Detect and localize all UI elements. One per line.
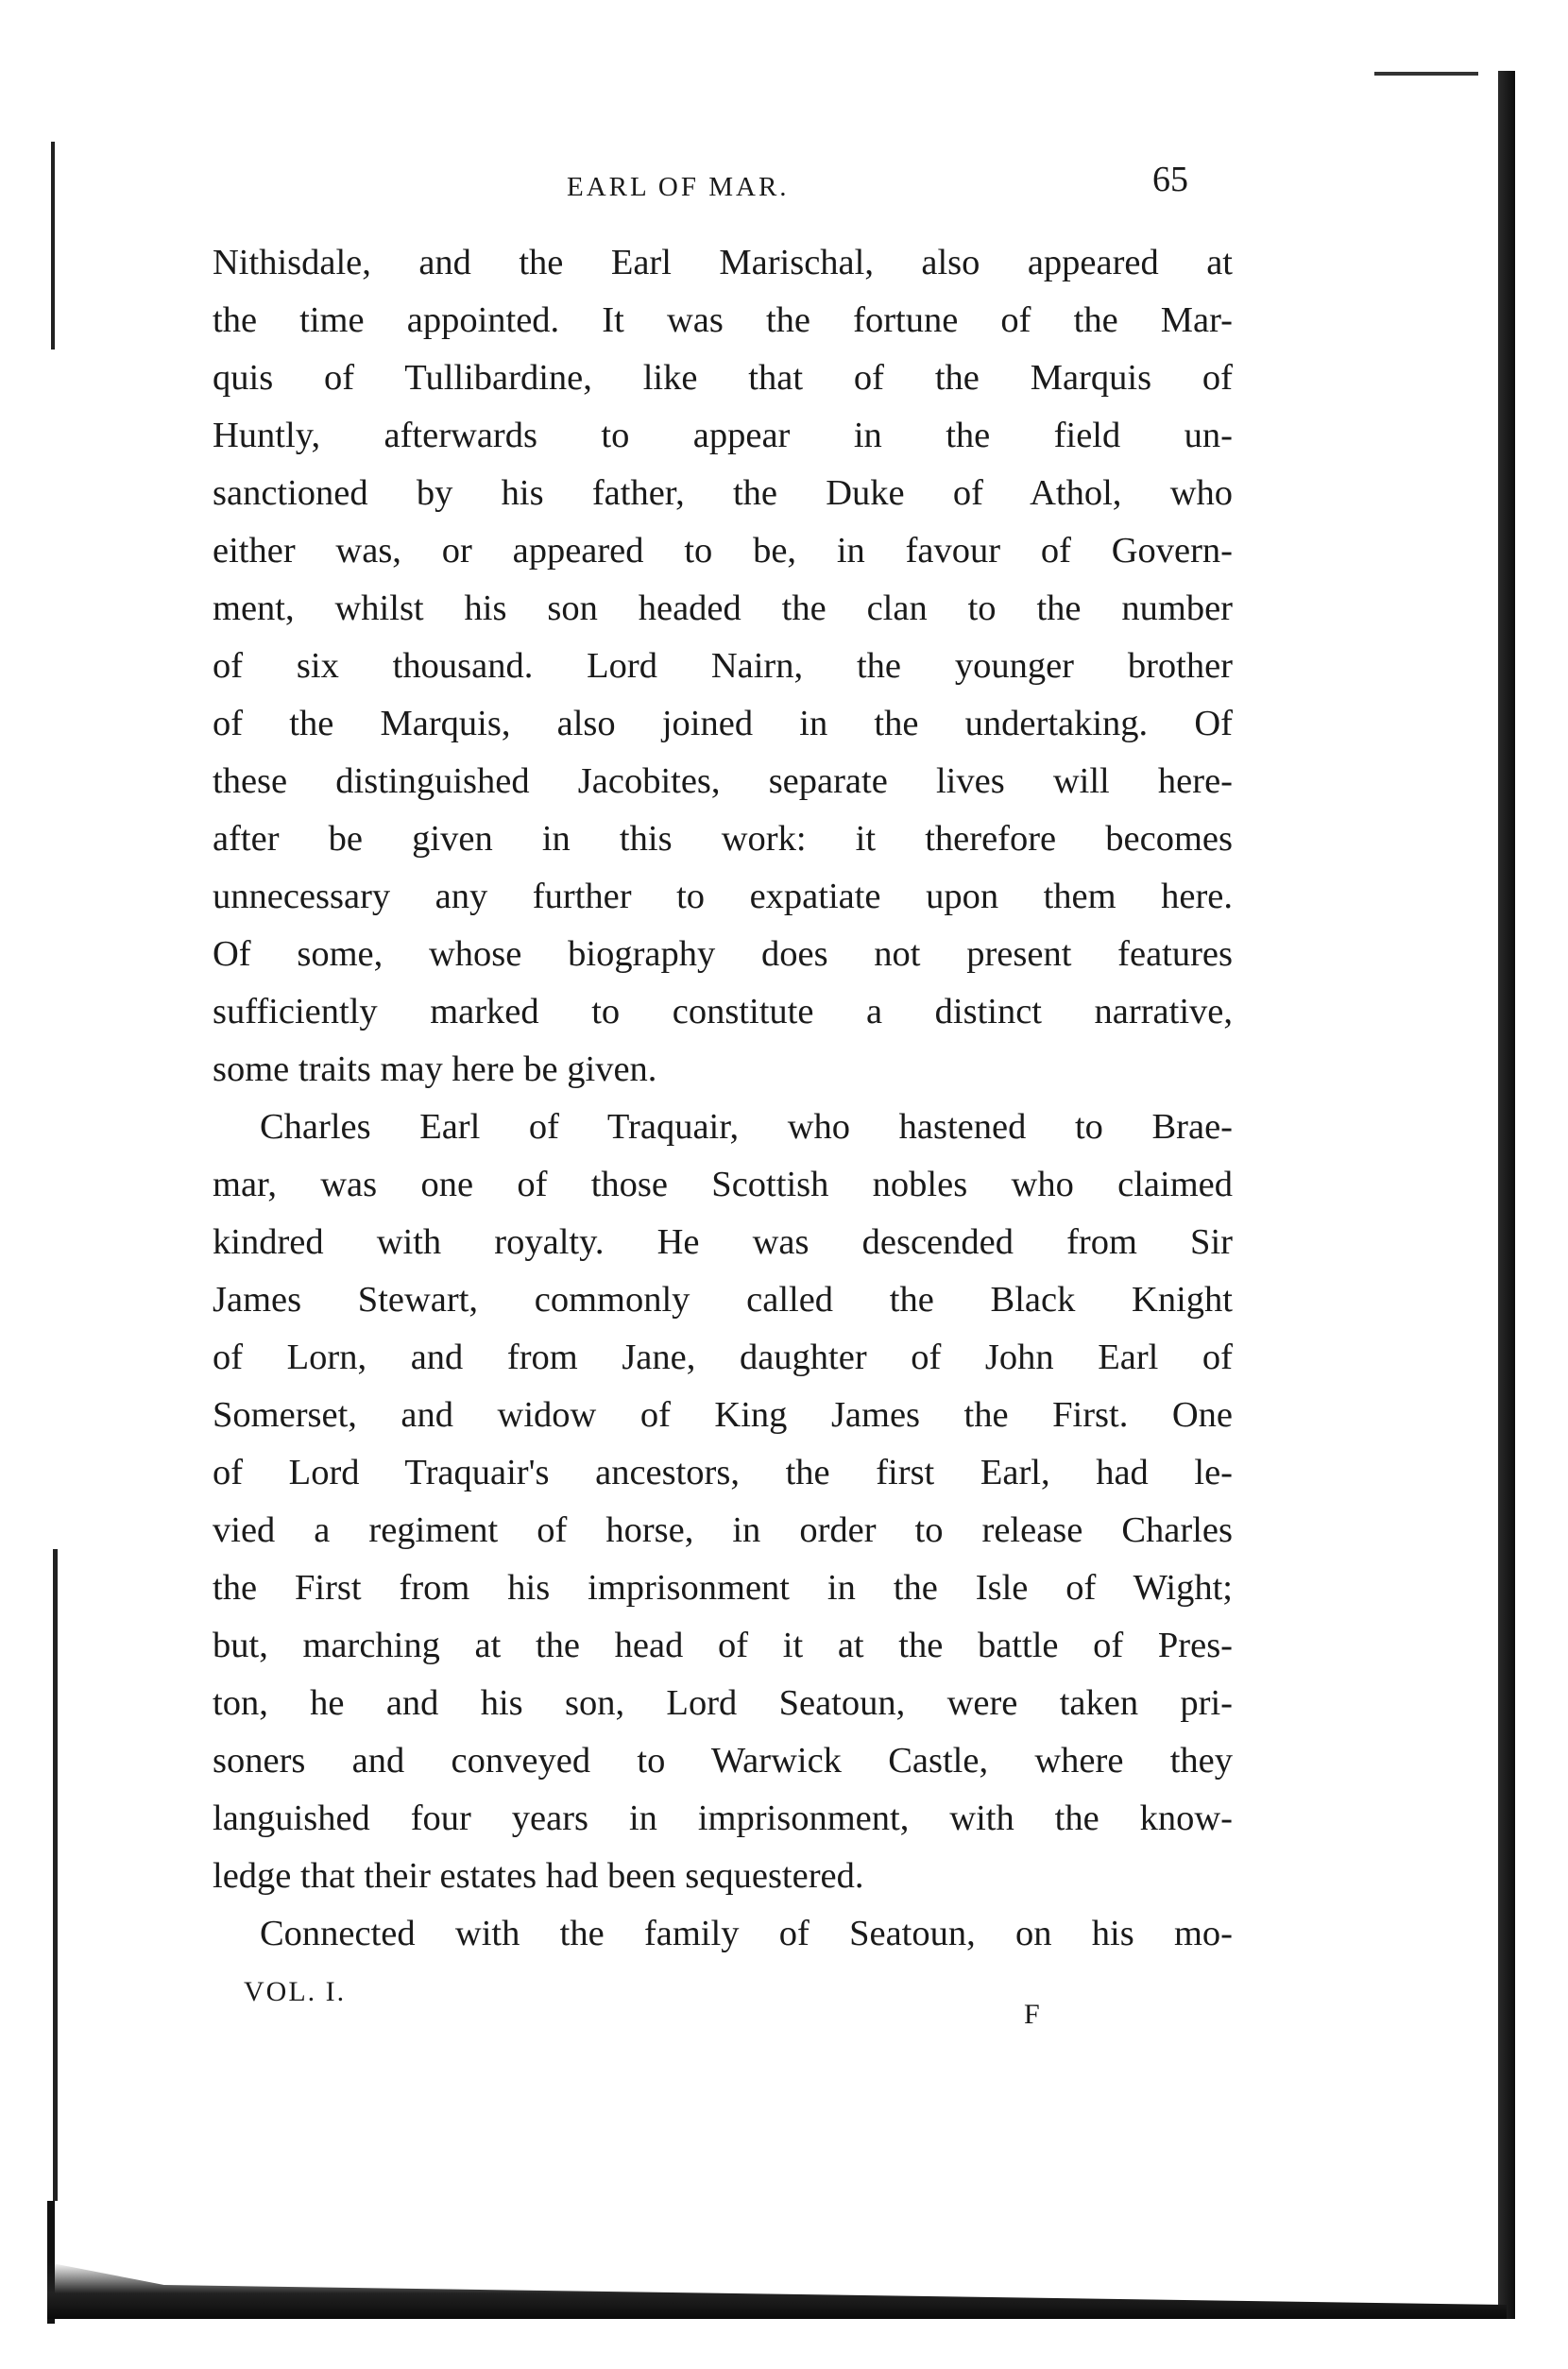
text-line: but, marching at the head of it at the battle of Pres- xyxy=(213,1626,1233,1665)
scan-left-edge-lower xyxy=(53,1549,58,2201)
scan-right-edge xyxy=(1498,71,1515,2319)
text-line: James Stewart, commonly called the Black Knight xyxy=(213,1280,1233,1320)
text-line: of Lorn, and from Jane, daughter of John Earl of xyxy=(213,1338,1233,1377)
body-text xyxy=(213,234,1233,1963)
text-line: unnecessary any further to expatiate upon them here. xyxy=(213,877,1233,916)
text-line: soners and conveyed to Warwick Castle, where they xyxy=(213,1741,1233,1781)
text-line: ment, whilst his son headed the clan to the number xyxy=(213,588,1233,628)
text-line: some traits may here be given. xyxy=(213,1049,657,1089)
text-line: Charles Earl of Traquair, who hastened to Brae- xyxy=(260,1107,1233,1147)
page-number: 65 xyxy=(1152,160,1188,199)
text-line: of six thousand. Lord Nairn, the younger brother xyxy=(213,646,1233,686)
text-line: Connected with the family of Seatoun, on his mo- xyxy=(260,1914,1233,1953)
page-header xyxy=(217,160,1237,219)
text-line: of Lord Traquair's ancestors, the first Earl, had le- xyxy=(213,1453,1233,1492)
text-line: Of some, whose biography does not present features xyxy=(213,934,1233,974)
running-head: EARL OF MAR. xyxy=(567,172,790,202)
text-line: vied a regiment of horse, in order to release Charles xyxy=(213,1510,1233,1550)
scan-bottom-shadow xyxy=(47,2262,1507,2319)
signature-letter: F xyxy=(1024,1999,1040,2030)
text-line: Somerset, and widow of King James the First. One xyxy=(213,1395,1233,1435)
text-line: languished four years in imprisonment, with the know- xyxy=(213,1798,1233,1838)
text-line: Huntly, afterwards to appear in the field un- xyxy=(213,416,1233,455)
text-line: these distinguished Jacobites, separate lives will here- xyxy=(213,761,1233,801)
text-line: the time appointed. It was the fortune of the Mar- xyxy=(213,300,1233,340)
text-line: kindred with royalty. He was descended from Sir xyxy=(213,1222,1233,1262)
text-line: mar, was one of those Scottish nobles who claimed xyxy=(213,1165,1233,1204)
text-line: the First from his imprisonment in the Isle of Wight; xyxy=(213,1568,1233,1608)
text-line: either was, or appeared to be, in favour of Govern- xyxy=(213,531,1233,571)
page-footer xyxy=(244,1976,1188,2033)
text-line: after be given in this work: it therefore becomes xyxy=(213,819,1233,859)
volume-signature: VOL. I. xyxy=(244,1976,347,2007)
text-line: sanctioned by his father, the Duke of Athol, who xyxy=(213,473,1233,513)
scan-left-edge xyxy=(51,142,55,349)
text-line: Nithisdale, and the Earl Marischal, also appeared at xyxy=(213,243,1233,282)
text-line: quis of Tullibardine, like that of the Marquis of xyxy=(213,358,1233,398)
text-line: of the Marquis, also joined in the undertaking. Of xyxy=(213,704,1233,743)
scan-edge-mark xyxy=(1374,72,1478,76)
text-line: sufficiently marked to constitute a distinct narrative, xyxy=(213,992,1233,1031)
text-line: ledge that their estates had been sequestered. xyxy=(213,1856,864,1896)
text-line: ton, he and his son, Lord Seatoun, were taken pri- xyxy=(213,1683,1233,1723)
